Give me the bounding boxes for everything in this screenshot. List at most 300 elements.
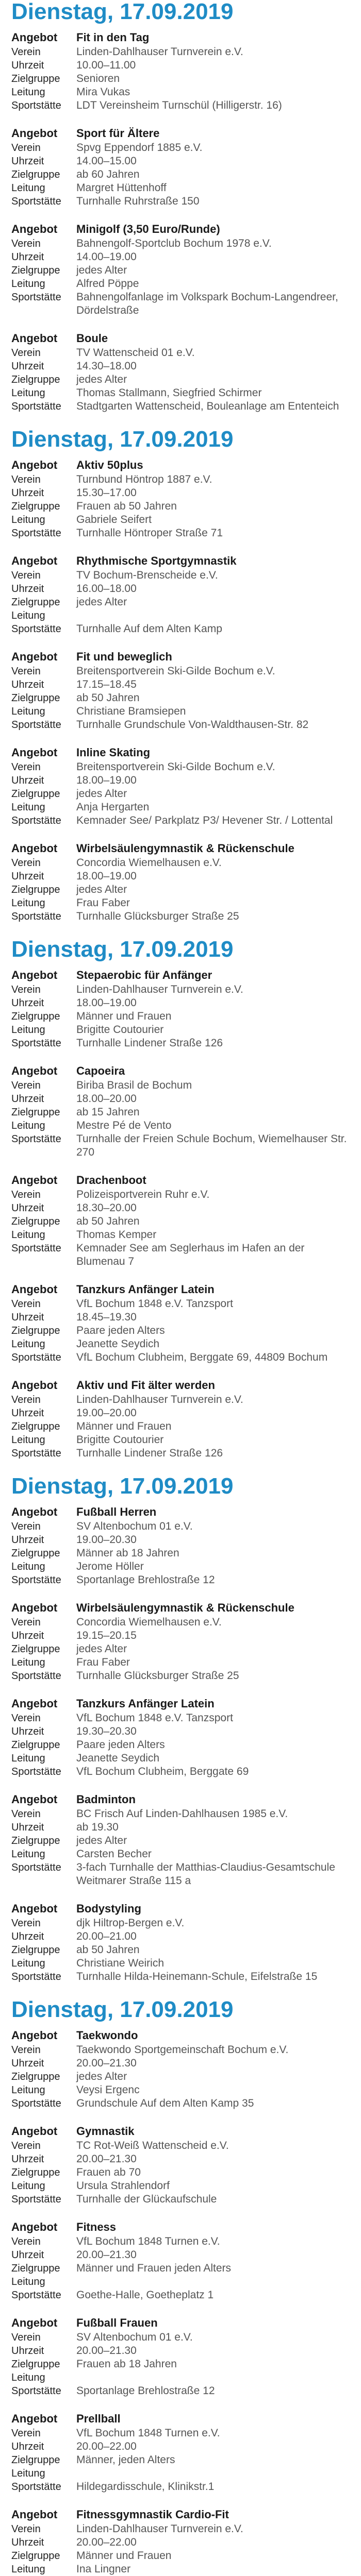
leitung-value: Thomas Kemper [76, 1229, 157, 1241]
verein-value: SV Altenbochum 01 e.V. [76, 2331, 193, 2343]
zielgruppe-label: Zielgruppe [11, 597, 60, 608]
uhrzeit-label: Uhrzeit [11, 2249, 44, 2261]
verein-label: Verein [11, 46, 41, 58]
leitung-row [11, 705, 350, 718]
verein-value: Linden-Dahlhauser Turnverein e.V. [76, 46, 243, 58]
event-entry [11, 1601, 350, 1683]
zielgruppe-label: Zielgruppe [11, 2454, 60, 2466]
sportstaette-row [11, 1970, 350, 1984]
sportstaette-value: Turnhalle Lindener Straße 126 [76, 1037, 223, 1049]
sportstaette-row [11, 1037, 350, 1050]
angebot-title: Wirbelsäulengymnastik & Rückenschule [76, 842, 294, 855]
angebot-title: Fit und beweglich [76, 650, 172, 663]
zielgruppe-row [11, 264, 350, 277]
angebot-label: Angebot [11, 2316, 58, 2329]
leitung-row [11, 801, 350, 814]
zielgruppe-row [11, 2549, 350, 2563]
uhrzeit-row [11, 678, 350, 691]
uhrzeit-label: Uhrzeit [11, 156, 44, 167]
uhrzeit-value: 10.00–11.00 [76, 59, 136, 71]
angebot-row [11, 650, 350, 664]
uhrzeit-value: 20.00–22.00 [76, 2441, 137, 2452]
zielgruppe-label: Zielgruppe [11, 1011, 60, 1022]
leitung-row [11, 2563, 350, 2576]
uhrzeit-row [11, 1406, 350, 1420]
angebot-title: Taekwondo [76, 2029, 138, 2042]
verein-value: Turnbund Höntrop 1887 e.V. [76, 473, 212, 485]
angebot-label: Angebot [11, 842, 58, 855]
day-heading: Dienstag, 17.09.2019 [11, 1473, 234, 1499]
leitung-label: Leitung [11, 87, 45, 98]
angebot-row [11, 1793, 350, 1806]
sportstaette-value: Turnhalle Glücksburger Straße 25 [76, 910, 239, 922]
angebot-label: Angebot [11, 1902, 58, 1915]
verein-value: Linden-Dahlhauser Turnverein e.V. [76, 984, 243, 995]
angebot-title: Inline Skating [76, 746, 151, 759]
verein-label: Verein [11, 2428, 41, 2439]
sportstaette-value: Turnhalle Auf dem Alten Kamp [76, 623, 222, 635]
zielgruppe-value: jedes Alter [76, 2071, 127, 2082]
verein-value: VfL Bochum 1848 e.V. Tanzsport [76, 1712, 233, 1724]
angebot-title: Boule [76, 332, 108, 345]
sportstaette-row [11, 1351, 350, 1364]
sportstaette-value: Turnhalle Höntroper Straße 71 [76, 527, 223, 539]
zielgruppe-label: Zielgruppe [11, 2263, 60, 2274]
zielgruppe-label: Zielgruppe [11, 1835, 60, 1846]
zielgruppe-row [11, 787, 350, 801]
leitung-value: Christiane Bramsiepen [76, 705, 186, 717]
zielgruppe-label: Zielgruppe [11, 73, 60, 84]
sportstaette-value: Kemnader See/ Parkplatz P3/ Hevener Str. / Lottental [76, 815, 333, 826]
uhrzeit-value: 20.00–21.00 [76, 1930, 137, 1942]
sportstaette-value: Grundschule Auf dem Alten Kamp 35 [76, 2097, 254, 2109]
sportstaette-value: Turnhalle Hilda-Heinemann-Schule, Eifelstraße 15 [76, 1971, 318, 1982]
zielgruppe-row [11, 1834, 350, 1848]
leitung-row [11, 2179, 350, 2193]
zielgruppe-value: Männer, jeden Alters [76, 2454, 175, 2466]
uhrzeit-value: 14.00–19.00 [76, 251, 137, 263]
verein-row [11, 1393, 350, 1406]
angebot-row [11, 969, 350, 982]
zielgruppe-label: Zielgruppe [11, 1548, 60, 1559]
leitung-value: Veysi Ergenc [76, 2084, 140, 2096]
sportstaette-row [11, 1861, 350, 1888]
sportstaette-label: Sportstätte [11, 1243, 61, 1254]
zielgruppe-label: Zielgruppe [11, 169, 60, 180]
event-entry [11, 2029, 350, 2110]
leitung-row [11, 2371, 350, 2384]
leitung-row [11, 2467, 350, 2480]
verein-row [11, 2331, 350, 2344]
sportstaette-value: Turnhalle Glücksburger Straße 25 [76, 1670, 239, 1682]
sportstaette-label: Sportstätte [11, 719, 61, 731]
sportstaette-row [11, 2193, 350, 2206]
sportstaette-value: LDT Vereinsheim Turnschül (Hilligerstr. 16) [76, 99, 282, 111]
angebot-row [11, 2412, 350, 2426]
angebot-row [11, 127, 350, 140]
uhrzeit-row [11, 1629, 350, 1642]
leitung-label: Leitung [11, 1024, 45, 1036]
uhrzeit-label: Uhrzeit [11, 251, 44, 263]
leitung-row [11, 1560, 350, 1573]
zielgruppe-value: jedes Alter [76, 884, 127, 895]
leitung-label: Leitung [11, 2468, 45, 2479]
angebot-label: Angebot [11, 1697, 58, 1710]
angebot-row [11, 1697, 350, 1710]
leitung-label: Leitung [11, 610, 45, 621]
angebot-label: Angebot [11, 1601, 58, 1614]
leitung-row [11, 277, 350, 291]
angebot-title: Drachenboot [76, 1174, 146, 1187]
zielgruppe-label: Zielgruppe [11, 884, 60, 895]
leitung-label: Leitung [11, 2084, 45, 2096]
angebot-row [11, 1902, 350, 1916]
leitung-row [11, 86, 350, 99]
zielgruppe-label: Zielgruppe [11, 2359, 60, 2370]
leitung-value: Gabriele Seifert [76, 514, 152, 526]
zielgruppe-row [11, 1642, 350, 1656]
sportstaette-label: Sportstätte [11, 2194, 61, 2205]
verein-row [11, 2139, 350, 2153]
sportstaette-value: Kemnader See am Seglerhaus im Hafen an der Blumenau 7 [76, 1242, 305, 1267]
entry-list [11, 31, 350, 413]
leitung-label: Leitung [11, 706, 45, 717]
uhrzeit-row [11, 1930, 350, 1943]
angebot-title: Fitness [76, 2221, 117, 2233]
verein-row [11, 983, 350, 996]
angebot-title: Fitnessgymnastik Cardio-Fit [76, 2508, 229, 2521]
uhrzeit-value: 14.00–15.00 [76, 155, 137, 167]
zielgruppe-label: Zielgruppe [11, 1643, 60, 1655]
sportstaette-label: Sportstätte [11, 1038, 61, 1049]
leitung-value: Jerome Höller [76, 1561, 144, 1572]
leitung-row [11, 1752, 350, 1765]
zielgruppe-value: Männer und Frauen [76, 1420, 172, 1432]
zielgruppe-label: Zielgruppe [11, 1325, 60, 1336]
angebot-label: Angebot [11, 223, 58, 235]
uhrzeit-row [11, 1092, 350, 1106]
sportstaette-label: Sportstätte [11, 2481, 61, 2493]
zielgruppe-row [11, 1547, 350, 1560]
angebot-title: Fußball Frauen [76, 2316, 158, 2329]
zielgruppe-label: Zielgruppe [11, 501, 60, 512]
verein-label: Verein [11, 1713, 41, 1724]
verein-label: Verein [11, 1918, 41, 1929]
angebot-title: Badminton [76, 1793, 136, 1806]
leitung-label: Leitung [11, 1657, 45, 1668]
uhrzeit-label: Uhrzeit [11, 2345, 44, 2357]
leitung-value: Brigitte Coutourier [76, 1024, 164, 1036]
zielgruppe-row [11, 1010, 350, 1023]
zielgruppe-row [11, 1324, 350, 1337]
sportstaette-row [11, 718, 350, 732]
uhrzeit-row [11, 870, 350, 883]
event-entry [11, 1064, 350, 1159]
sportstaette-row [11, 1669, 350, 1683]
angebot-label: Angebot [11, 2508, 58, 2521]
uhrzeit-row [11, 1201, 350, 1215]
uhrzeit-value: 18.45–19.30 [76, 1311, 137, 1323]
uhrzeit-value: 19.30–20.30 [76, 1725, 137, 1737]
uhrzeit-value: 14.30–18.00 [76, 360, 137, 372]
verein-row [11, 665, 350, 678]
uhrzeit-value: 16.00–18.00 [76, 583, 137, 595]
angebot-label: Angebot [11, 31, 58, 44]
angebot-row [11, 2125, 350, 2138]
zielgruppe-label: Zielgruppe [11, 265, 60, 276]
angebot-row [11, 223, 350, 236]
zielgruppe-label: Zielgruppe [11, 1944, 60, 1956]
verein-label: Verein [11, 984, 41, 995]
uhrzeit-label: Uhrzeit [11, 871, 44, 882]
sportstaette-label: Sportstätte [11, 401, 61, 412]
leitung-row [11, 2275, 350, 2289]
event-entry [11, 1902, 350, 1984]
leitung-row [11, 1957, 350, 1970]
event-entry [11, 1505, 350, 1587]
uhrzeit-label: Uhrzeit [11, 1822, 44, 1833]
leitung-row [11, 1656, 350, 1669]
leitung-row [11, 1433, 350, 1447]
angebot-label: Angebot [11, 2412, 58, 2425]
verein-value: VfL Bochum 1848 e.V. Tanzsport [76, 1298, 233, 1310]
zielgruppe-value: jedes Alter [76, 374, 127, 385]
event-entry [11, 1174, 350, 1268]
verein-row [11, 1616, 350, 1629]
zielgruppe-label: Zielgruppe [11, 692, 60, 704]
zielgruppe-label: Zielgruppe [11, 374, 60, 385]
leitung-row [11, 1228, 350, 1242]
verein-row [11, 2235, 350, 2248]
leitung-row [11, 2083, 350, 2097]
verein-value: Breitensportverein Ski-Gilde Bochum e.V. [76, 665, 275, 677]
sportstaette-label: Sportstätte [11, 1766, 61, 1777]
leitung-label: Leitung [11, 2180, 45, 2192]
angebot-label: Angebot [11, 1793, 58, 1806]
angebot-label: Angebot [11, 1283, 58, 1296]
zielgruppe-row [11, 1106, 350, 1119]
leitung-value: Jeanette Seydich [76, 1338, 160, 1350]
event-entry [11, 1283, 350, 1364]
day-section [11, 428, 350, 923]
angebot-title: Rhythmische Sportgymnastik [76, 554, 237, 567]
angebot-row [11, 2029, 350, 2042]
angebot-row [11, 1601, 350, 1615]
uhrzeit-row [11, 774, 350, 787]
zielgruppe-value: Männer ab 18 Jahren [76, 1547, 179, 1559]
leitung-value: Ina Lingner [76, 2563, 131, 2575]
zielgruppe-value: jedes Alter [76, 788, 127, 800]
angebot-title: Fit in den Tag [76, 31, 150, 44]
sportstaette-value: Goethe-Halle, Goetheplatz 1 [76, 2289, 214, 2301]
uhrzeit-value: 20.00–22.00 [76, 2536, 137, 2548]
verein-label: Verein [11, 142, 41, 154]
day-heading: Dienstag, 17.09.2019 [11, 1997, 234, 2022]
sportstaette-row [11, 291, 350, 317]
sportstaette-row [11, 400, 350, 413]
angebot-title: Sport für Ältere [76, 127, 160, 140]
verein-row [11, 760, 350, 774]
verein-value: Bahnengolf-Sportclub Bochum 1978 e.V. [76, 238, 272, 249]
uhrzeit-value: 20.00–21.30 [76, 2345, 137, 2357]
verein-row [11, 1520, 350, 1533]
event-entry [11, 842, 350, 923]
leitung-value: Mestre Pé de Vento [76, 1120, 172, 1131]
leitung-row [11, 1848, 350, 1861]
sportstaette-label: Sportstätte [11, 528, 61, 539]
sportstaette-label: Sportstätte [11, 1448, 61, 1459]
zielgruppe-value: ab 50 Jahren [76, 692, 140, 704]
verein-label: Verein [11, 2236, 41, 2247]
zielgruppe-row [11, 2358, 350, 2371]
leitung-value: Margret Hüttenhoff [76, 182, 167, 194]
sportstaette-value: 3-fach Turnhalle der Matthias-Claudius-Gesamtschule Weitmarer Straße 115 a [76, 1861, 335, 1887]
zielgruppe-row [11, 2453, 350, 2467]
zielgruppe-row [11, 168, 350, 181]
angebot-row [11, 554, 350, 568]
angebot-label: Angebot [11, 650, 58, 663]
zielgruppe-label: Zielgruppe [11, 1216, 60, 1227]
leitung-value: Ursula Strahlendorf [76, 2180, 170, 2192]
event-entry [11, 554, 350, 636]
zielgruppe-value: Senioren [76, 73, 120, 84]
event-entry [11, 2221, 350, 2302]
uhrzeit-label: Uhrzeit [11, 1093, 44, 1105]
leitung-label: Leitung [11, 802, 45, 813]
uhrzeit-value: 18.00–20.00 [76, 1093, 137, 1105]
zielgruppe-label: Zielgruppe [11, 1739, 60, 1751]
angebot-title: Prellball [76, 2412, 121, 2425]
angebot-label: Angebot [11, 2125, 58, 2138]
zielgruppe-value: ab 50 Jahren [76, 1944, 140, 1956]
uhrzeit-value: 19.00–20.00 [76, 1407, 137, 1419]
leitung-value: Jeanette Seydich [76, 1752, 160, 1764]
verein-value: Taekwondo Sportgemeinschaft Bochum e.V. [76, 2044, 289, 2056]
verein-row [11, 1711, 350, 1725]
sportstaette-label: Sportstätte [11, 2098, 61, 2109]
verein-row [11, 569, 350, 582]
sportstaette-row [11, 195, 350, 208]
leitung-value: Frau Faber [76, 897, 130, 909]
angebot-label: Angebot [11, 1174, 58, 1187]
leitung-row [11, 1023, 350, 1037]
sportstaette-row [11, 814, 350, 827]
zielgruppe-value: jedes Alter [76, 1643, 127, 1655]
angebot-row [11, 1505, 350, 1519]
zielgruppe-value: Männer und Frauen [76, 1010, 172, 1022]
leitung-row [11, 513, 350, 527]
entry-list [11, 969, 350, 1460]
verein-value: Concordia Wiemelhausen e.V. [76, 1616, 222, 1628]
angebot-label: Angebot [11, 2221, 58, 2233]
zielgruppe-value: Männer und Frauen [76, 2550, 172, 2562]
day-section [11, 0, 350, 413]
sportstaette-label: Sportstätte [11, 100, 61, 111]
sportstaette-value: Hildegardisschule, Klinikstr.1 [76, 2481, 215, 2493]
leitung-label: Leitung [11, 1753, 45, 1764]
verein-label: Verein [11, 1298, 41, 1310]
uhrzeit-value: 18.00–19.00 [76, 997, 137, 1009]
uhrzeit-label: Uhrzeit [11, 2058, 44, 2069]
verein-row [11, 856, 350, 870]
uhrzeit-value: 20.00–21.30 [76, 2249, 137, 2261]
event-entry [11, 746, 350, 827]
verein-label: Verein [11, 666, 41, 677]
leitung-row [11, 609, 350, 622]
sportstaette-value: Sportanlage Brehlostraße 12 [76, 1574, 215, 1586]
event-entry [11, 969, 350, 1050]
event-entry [11, 650, 350, 732]
sportstaette-label: Sportstätte [11, 815, 61, 826]
event-entry [11, 127, 350, 208]
verein-label: Verein [11, 1808, 41, 1820]
angebot-row [11, 746, 350, 759]
uhrzeit-value: 19.15–20.15 [76, 1630, 137, 1641]
uhrzeit-row [11, 155, 350, 168]
uhrzeit-row [11, 250, 350, 264]
zielgruppe-label: Zielgruppe [11, 2550, 60, 2562]
zielgruppe-row [11, 373, 350, 386]
sportstaette-value: Bahnengolfanlage im Volkspark Bochum-Langendreer, Dördelstraße [76, 291, 338, 316]
zielgruppe-value: Männer und Frauen jeden Alters [76, 2262, 232, 2274]
zielgruppe-label: Zielgruppe [11, 1107, 60, 1118]
angebot-row [11, 2316, 350, 2330]
uhrzeit-label: Uhrzeit [11, 1202, 44, 1214]
verein-row [11, 141, 350, 155]
event-entry [11, 2125, 350, 2206]
zielgruppe-value: ab 60 Jahren [76, 168, 140, 180]
uhrzeit-row [11, 2536, 350, 2549]
zielgruppe-value: Paare jeden Alters [76, 1325, 165, 1336]
angebot-label: Angebot [11, 746, 58, 759]
leitung-label: Leitung [11, 1849, 45, 1860]
sportstaette-label: Sportstätte [11, 1971, 61, 1982]
sportstaette-label: Sportstätte [11, 1133, 61, 1145]
sportstaette-row [11, 1765, 350, 1778]
uhrzeit-label: Uhrzeit [11, 1312, 44, 1323]
uhrzeit-label: Uhrzeit [11, 2441, 44, 2452]
zielgruppe-value: Frauen ab 18 Jahren [76, 2358, 177, 2370]
verein-label: Verein [11, 1617, 41, 1628]
uhrzeit-row [11, 2057, 350, 2070]
sportstaette-label: Sportstätte [11, 196, 61, 207]
uhrzeit-value: 20.00–21.30 [76, 2153, 137, 2165]
sportstaette-row [11, 910, 350, 923]
verein-label: Verein [11, 2044, 41, 2056]
verein-label: Verein [11, 570, 41, 581]
sportstaette-label: Sportstätte [11, 2385, 61, 2397]
sportstaette-value: Turnhalle Ruhrstraße 150 [76, 195, 200, 207]
zielgruppe-row [11, 2166, 350, 2179]
verein-label: Verein [11, 2140, 41, 2151]
zielgruppe-row [11, 1420, 350, 1433]
uhrzeit-label: Uhrzeit [11, 583, 44, 595]
sportstaette-label: Sportstätte [11, 1670, 61, 1682]
uhrzeit-label: Uhrzeit [11, 679, 44, 690]
verein-label: Verein [11, 1080, 41, 1091]
zielgruppe-row [11, 500, 350, 513]
uhrzeit-label: Uhrzeit [11, 997, 44, 1009]
sportstaette-row [11, 527, 350, 540]
leitung-label: Leitung [11, 2372, 45, 2383]
angebot-row [11, 842, 350, 855]
uhrzeit-label: Uhrzeit [11, 487, 44, 499]
leitung-label: Leitung [11, 2276, 45, 2287]
verein-value: BC Frisch Auf Linden-Dahlhausen 1985 e.V. [76, 1808, 288, 1820]
verein-row [11, 1079, 350, 1092]
verein-label: Verein [11, 1521, 41, 1532]
uhrzeit-value: 20.00–21.30 [76, 2057, 137, 2069]
